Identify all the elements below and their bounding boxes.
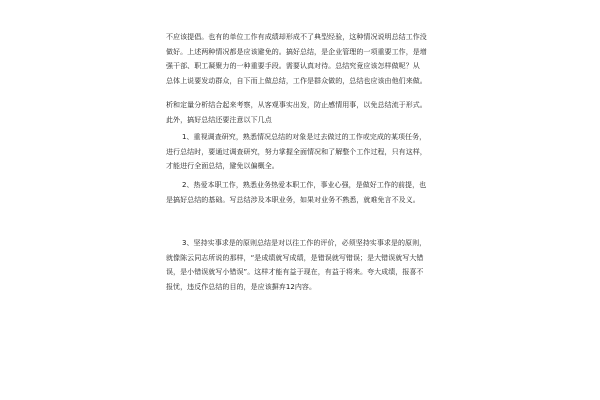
text-line: 进行总结时，要通过调查研究，努力掌握全面情况和了解整个工作过程，只有这样， xyxy=(166,147,427,156)
text-line: 强干部、职工凝聚力的一种重要手段。需要认真对待。总结究竟应该怎样做呢？从 xyxy=(166,62,420,70)
paragraph-point-3 xyxy=(166,238,436,296)
text-line: 就像陈云同志所说的那样，“是成绩就写成绩，是错误就写错误；是大错误就写大错 xyxy=(166,253,424,262)
text-line: 总体上说要发动群众，自下而上做总结，工作是群众做的，总结也应该由他们来做。 xyxy=(166,76,427,85)
text-line: 是搞好总结的基础。写总结涉及本职业务，如果对业务不熟悉，就难免言不及义。 xyxy=(166,195,420,204)
text-line: 不应该提倡。也有的单位工作有成绩却形成不了典型经验，这种情况说明总结工作没 xyxy=(166,33,427,41)
text-line: 1、重视调查研究，熟悉情况总结的对象是过去做过的工作或完成的某项任务， xyxy=(182,133,427,141)
text-line: 此外，搞好总结还要注意以下几点 xyxy=(166,115,272,124)
paragraph-point-2 xyxy=(166,180,436,209)
text-line: 析和定量分析结合起来考察，从客观事实出发，防止感情用事，以免总结流于形式。 xyxy=(166,101,427,109)
text-line: 才能进行全面总结，避免以偏概全。 xyxy=(166,162,279,170)
text-line: 3、坚持实事求是的原则总结是对以往工作的评价，必须坚持实事求是的原则， xyxy=(182,239,427,247)
paragraph-summary-intro xyxy=(166,32,436,90)
text-line: 做好。上述两种情况都是应该避免的。搞好总结，是企业管理的一项重要工作，是增 xyxy=(166,47,427,56)
paragraph-point-1 xyxy=(166,132,436,176)
text-line: 误，是小错误就写小错误”。这样才能有益于现在，有益于将来。夸大成绩，报喜不 xyxy=(166,268,424,276)
text-line: 2、热爱本职工作，熟悉业务热爱本职工作，事业心强，是做好工作的前提，也 xyxy=(182,181,427,189)
paragraph-analysis xyxy=(166,100,436,129)
text-line: 报忧，违反作总结的目的，是应该摒弃12内容。 xyxy=(166,282,317,291)
